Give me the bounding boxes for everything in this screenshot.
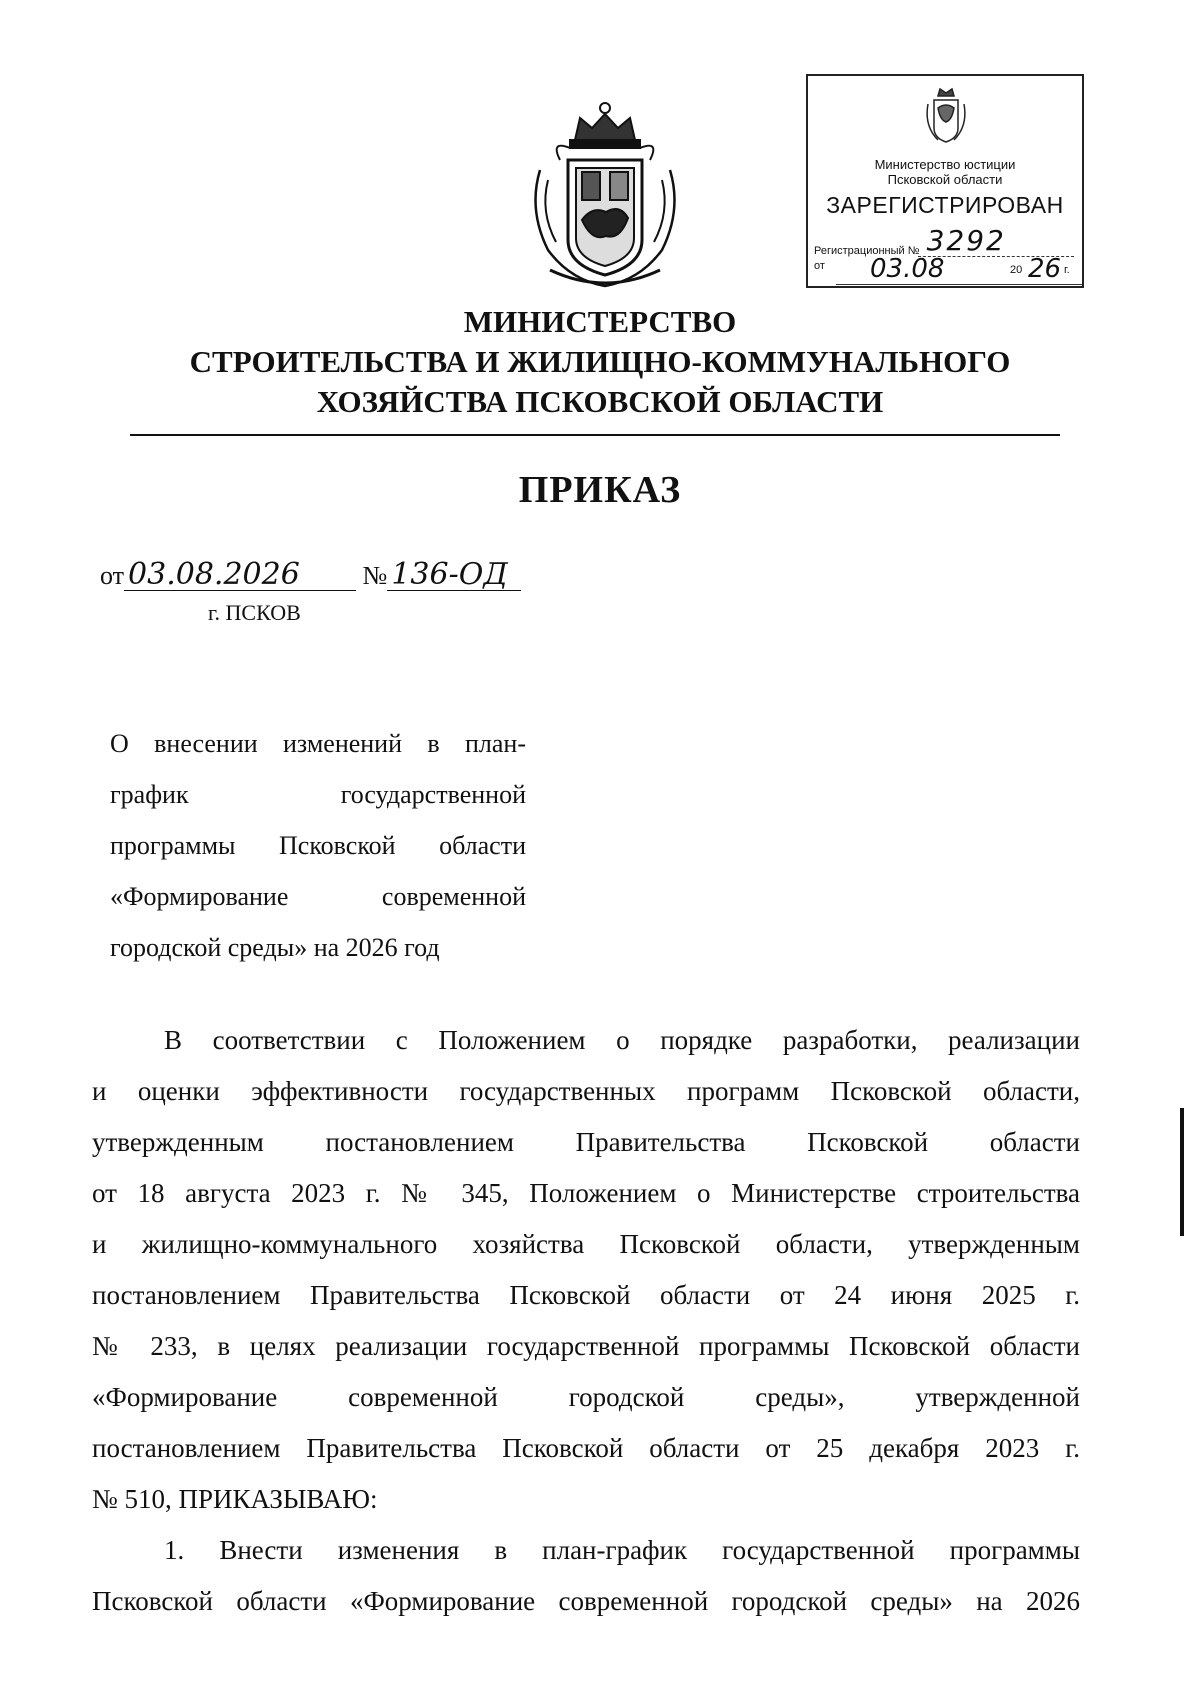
order-city: г. ПСКОВ <box>208 600 301 625</box>
stamp-date-row <box>814 254 1076 284</box>
stamp-ministry-name: Министерство юстиции <box>874 157 1016 172</box>
stamp-region-name: Псковской области <box>887 172 1003 187</box>
ministry-heading-line-2: СТРОИТЕЛЬСТВА И ЖИЛИЩНО-КОММУНАЛЬНОГО <box>189 344 1011 379</box>
order-subject <box>110 718 526 973</box>
body-line: и оценки эффективности государственных программ Псковской области, <box>92 1076 1080 1106</box>
body-line: от 18 августа 2023 г. № 345, Положением о Министерстве строительства <box>92 1178 1080 1208</box>
body-line: утвержденным постановлением Правительства Псковской области <box>92 1127 1080 1157</box>
order-title: ПРИКАЗ <box>518 469 682 511</box>
body-line: постановлением Правительства Псковской области от 24 июня 2025 г. <box>92 1280 1080 1310</box>
stamp-underline <box>836 284 1082 285</box>
order-number-line <box>100 557 521 592</box>
stamp-emblem-icon <box>924 86 968 146</box>
margin-mark <box>1180 1108 1184 1236</box>
stamp-registration-label: Регистрационный № <box>814 245 920 257</box>
heading-divider <box>130 434 1060 436</box>
coat-of-arms-icon <box>520 100 690 290</box>
body-line: Псковской области «Формирование современной городской среды» на 2026 <box>92 1586 1080 1616</box>
body-line: и жилищно-коммунального хозяйства Псковской области, утвержденным <box>92 1229 1080 1259</box>
order-number-label: № <box>362 561 388 590</box>
body-line: «Формирование современной городской среды», утвержденной <box>92 1382 1080 1412</box>
subject-line: городской среды» на 2026 год <box>110 933 440 962</box>
subject-line: программы Псковской области <box>110 831 526 860</box>
stamp-year-prefix: 20 <box>1010 264 1023 276</box>
stamp-date-label: от <box>814 260 825 272</box>
stamp-status: ЗАРЕГИСТРИРОВАН <box>826 192 1064 218</box>
body-line: № 233, в целях реализации государственной программы Псковской области <box>92 1331 1080 1361</box>
subject-line: график государственной <box>110 780 526 809</box>
body-line: постановлением Правительства Псковской области от 25 декабря 2023 г. <box>92 1433 1080 1463</box>
order-date-label: от <box>100 561 125 590</box>
ministry-heading-line-3: ХОЗЯЙСТВА ПСКОВСКОЙ ОБЛАСТИ <box>316 384 884 419</box>
order-date-value: 03.08.2026 <box>124 560 356 591</box>
stamp-year-value: 26 <box>1028 254 1062 284</box>
order-number-value: 136-ОД <box>387 560 521 591</box>
body-line: № 510, ПРИКАЗЫВАЮ: <box>92 1484 378 1514</box>
ministry-heading-line-1: МИНИСТЕРСТВО <box>463 304 737 339</box>
order-body <box>92 1015 1080 1627</box>
subject-line: О внесении изменений в план- <box>110 729 526 758</box>
stamp-registration-number: 3292 <box>926 224 1006 257</box>
body-line: В соответствии с Положением о порядке разработки, реализации <box>164 1025 1080 1055</box>
subject-line: «Формирование современной <box>110 882 526 911</box>
registration-stamp <box>806 74 1084 288</box>
stamp-date-value: 03.08 <box>870 254 945 284</box>
stamp-year-suffix: г. <box>1064 264 1070 276</box>
body-line: 1. Внести изменения в план-график государственной программы <box>164 1535 1080 1565</box>
